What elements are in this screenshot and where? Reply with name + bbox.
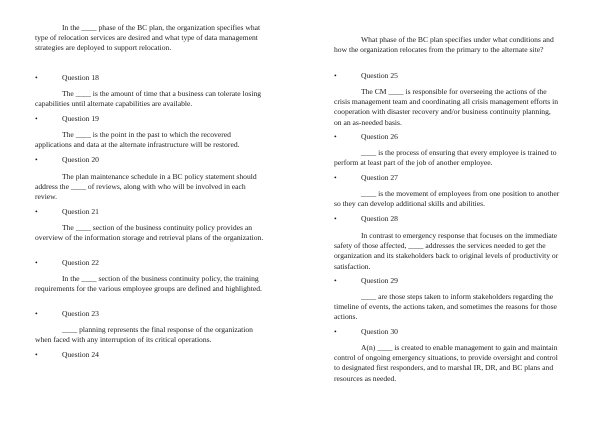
question-label: Question 20 [62, 155, 99, 164]
question-heading [334, 132, 560, 142]
question-text: A(n) ____ is created to enable management to gain and maintain control of ongoing emergency situations, to provide oversight and control to designated first responders, and to marshal IR, DR, and BC plans and resources as needed. [334, 343, 558, 383]
question-text: The CM ____ is responsible for overseeing the actions of the crisis management team and coordinating all crisis management efforts in cooperation with disaster recovery and/or business continuity planning, on an as-needed basis. [334, 87, 559, 127]
question-heading [35, 207, 268, 217]
left-column [35, 0, 268, 424]
bullet-mark: • [35, 350, 38, 359]
question-text: The plan maintenance schedule in a BC policy statement should address the ____ of reviews, along with who will be involved in each review. [35, 172, 257, 202]
question-label: Question 30 [361, 327, 398, 336]
bullet-mark: • [334, 132, 337, 141]
question-heading [35, 73, 268, 83]
question-label: Question 23 [62, 309, 99, 318]
question-heading [334, 327, 560, 337]
bullet-mark: • [334, 327, 337, 336]
bullet-mark: • [35, 155, 38, 164]
question-label: Question 19 [62, 114, 99, 123]
question-label: Question 27 [361, 173, 398, 182]
question-text: The ____ section of the business continuity policy provides an overview of the information storage and retrieval plans of the organization. [35, 223, 264, 243]
question-label: Question 22 [62, 258, 99, 267]
question-heading [334, 276, 560, 286]
question-label: Question 18 [62, 73, 99, 82]
bullet-mark: • [334, 173, 337, 182]
bullet-mark: • [334, 214, 337, 223]
bullet-mark: • [35, 114, 38, 123]
bullet-mark: • [35, 309, 38, 318]
question-text: In contrast to emergency response that focuses on the immediate safety of those affected, ____ addresses the services needed to get the organization and its stakeholders back to original levels of productivity or satisfaction. [334, 231, 559, 271]
question-label: Question 28 [361, 214, 398, 223]
bullet-mark: • [334, 71, 337, 80]
question-heading [35, 114, 268, 124]
bullet-mark: • [334, 276, 337, 285]
question-text: In the ____ phase of the BC plan, the organization specifies what type of relocation services are desired and what type of data management strategies are deployed to support relocation. [35, 23, 261, 53]
question-label: Question 25 [361, 71, 398, 80]
question-text: ____ are those steps taken to inform stakeholders regarding the timeline of events, the actions taken, and sometimes the reasons for those actions. [334, 292, 557, 322]
question-text: ____ planning represents the final response of the organization when faced with any interruption of its critical operations. [35, 325, 253, 345]
question-text: What phase of the BC plan specifies under what conditions and how the organization relocates from the primary to the alternate site? [334, 35, 554, 55]
question-text: The ____ is the point in the past to which the recovered applications and data at the alternate infrastructure will be restored. [35, 130, 240, 150]
question-heading [334, 173, 560, 183]
question-text: In the ____ section of the business continuity policy, the training requirements for the various employee groups are defined and highlighted. [35, 274, 262, 294]
question-heading [35, 155, 268, 165]
question-heading [334, 214, 560, 224]
question-label: Question 26 [361, 132, 398, 141]
bullet-mark: • [35, 73, 38, 82]
bullet-mark: • [35, 207, 38, 216]
question-label: Question 29 [361, 276, 398, 285]
question-heading [35, 258, 268, 268]
right-column [334, 0, 560, 424]
question-label: Question 21 [62, 207, 99, 216]
question-heading [35, 309, 268, 319]
question-label: Question 24 [62, 350, 99, 359]
question-text: ____ is the process of ensuring that every employee is trained to perform at least part of the job of another employee. [334, 148, 557, 168]
question-heading [334, 71, 560, 81]
bullet-mark: • [35, 258, 38, 267]
question-text: ____ is the movement of employees from one position to another so they can develop additional skills and abilities. [334, 189, 560, 209]
question-text: The ____ is the amount of time that a business can tolerate losing capabilities until alternate capabilities are available. [35, 89, 262, 109]
question-heading [35, 350, 268, 360]
